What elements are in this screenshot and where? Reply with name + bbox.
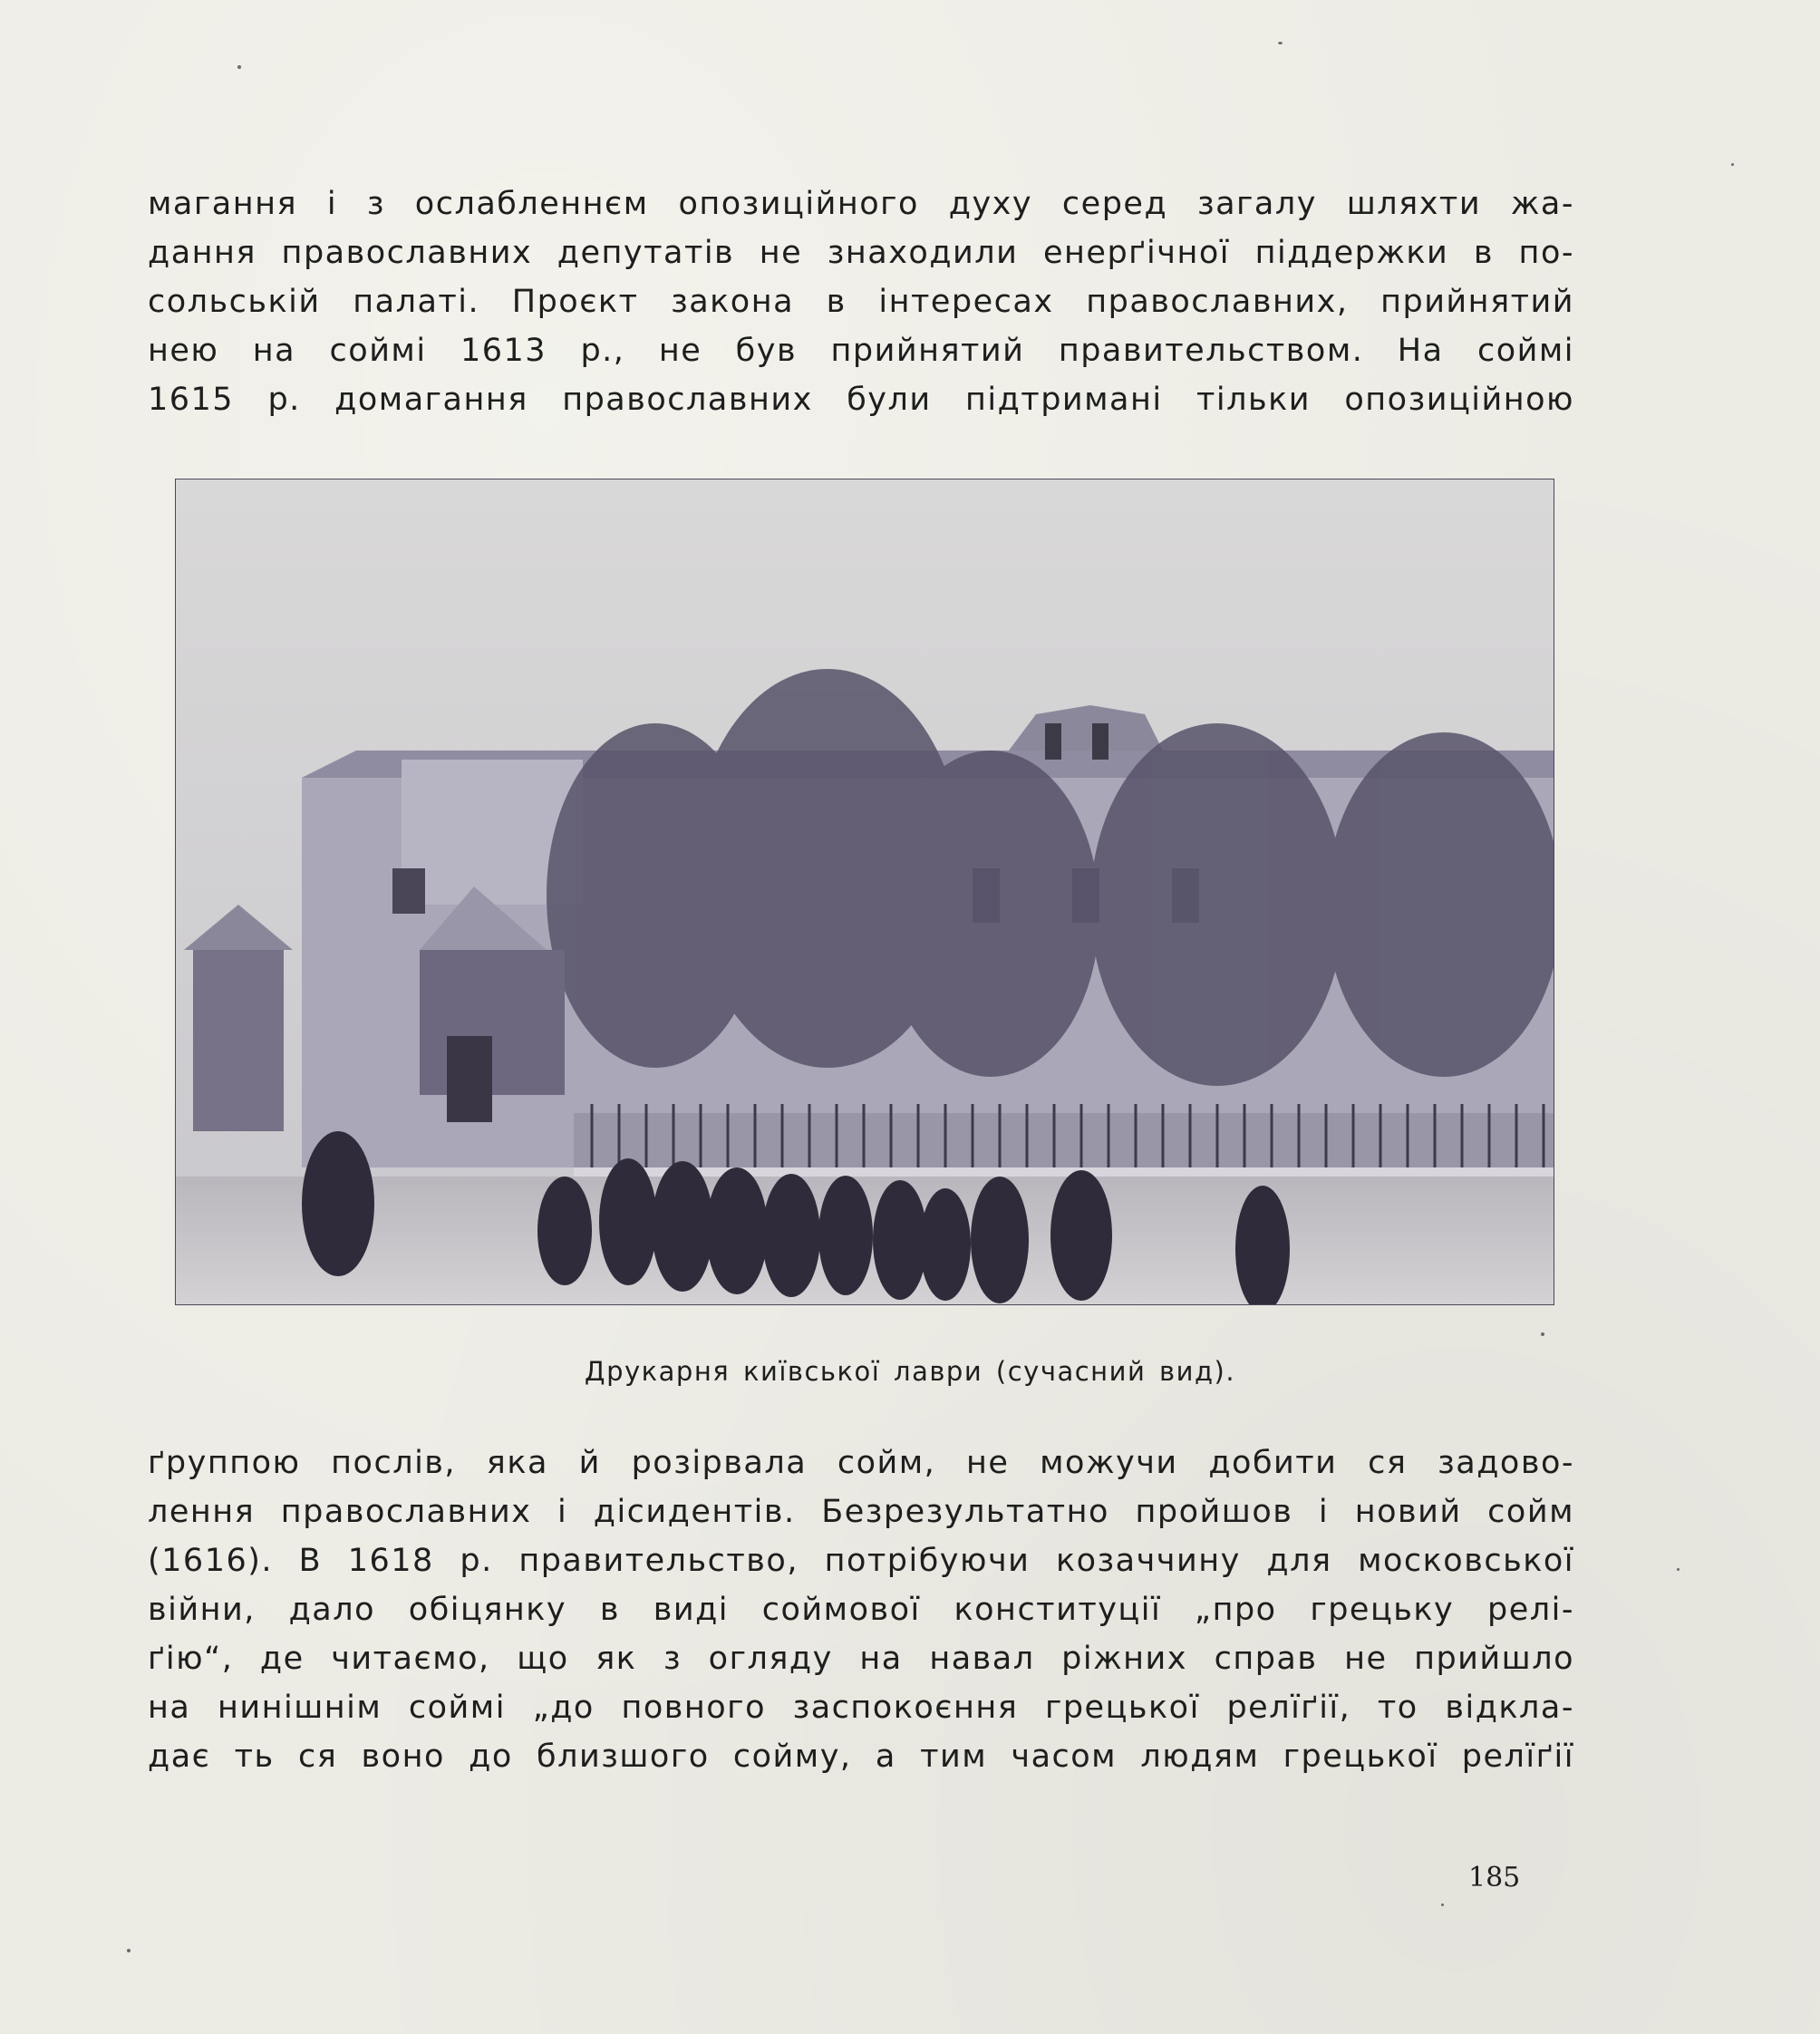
fence — [574, 1104, 1554, 1178]
page-number: 185 — [1468, 1862, 1521, 1894]
text-line: магання і з ослабленнєм опозиційного духу серед загалу шляхти жа- — [148, 186, 1574, 222]
text-line: ґію“, де читаємо, що як з огляду на навал ріжних справ не прийшло — [148, 1641, 1574, 1677]
photo-illustration — [175, 479, 1554, 1305]
text-line: дання православних депутатів не знаходили енерґічної піддержки в по- — [148, 235, 1574, 271]
paper-speck — [1441, 1903, 1444, 1906]
text-line: війни, дало обіцянку в виді соймової конституції „про грецьку релі- — [148, 1592, 1574, 1628]
paper-speck — [237, 65, 241, 69]
figure-caption: Друкарня київської лаври (сучасний вид). — [584, 1356, 1236, 1387]
text-line: нею на соймі 1613 р., не був прийнятий правительством. На соймі — [148, 333, 1574, 369]
paper-speck — [1677, 1568, 1680, 1571]
paragraph-bottom — [148, 1438, 1574, 1781]
text-line: (1616). В 1618 р. правительство, потрібуючи козаччину для московської — [148, 1543, 1574, 1579]
text-line: на нинішнім соймі „до повного заспокоєння грецької релїґії, то відкла- — [148, 1690, 1574, 1726]
text-line: ґруппою послів, яка й розірвала сойм, не можучи добити ся задово- — [148, 1445, 1574, 1481]
text-line: сольській палаті. Проєкт закона в інтересах православних, прийнятий — [148, 284, 1574, 320]
text-line: дає ть ся воно до близшого сойму, а тим часом людям грецької релїґії — [148, 1739, 1574, 1775]
paper-speck — [1278, 42, 1283, 44]
text-line: 1615 р. домагання православних були підтримані тільки опозиційною — [148, 382, 1574, 418]
paper-speck — [1731, 163, 1734, 166]
photograph-printing-house — [175, 479, 1554, 1305]
text-line: лення православних і дісидентів. Безрезультатно пройшов і новий сойм — [148, 1494, 1574, 1530]
paper-speck — [1541, 1332, 1544, 1336]
paragraph-top — [148, 179, 1574, 424]
paper-speck — [127, 1949, 131, 1952]
